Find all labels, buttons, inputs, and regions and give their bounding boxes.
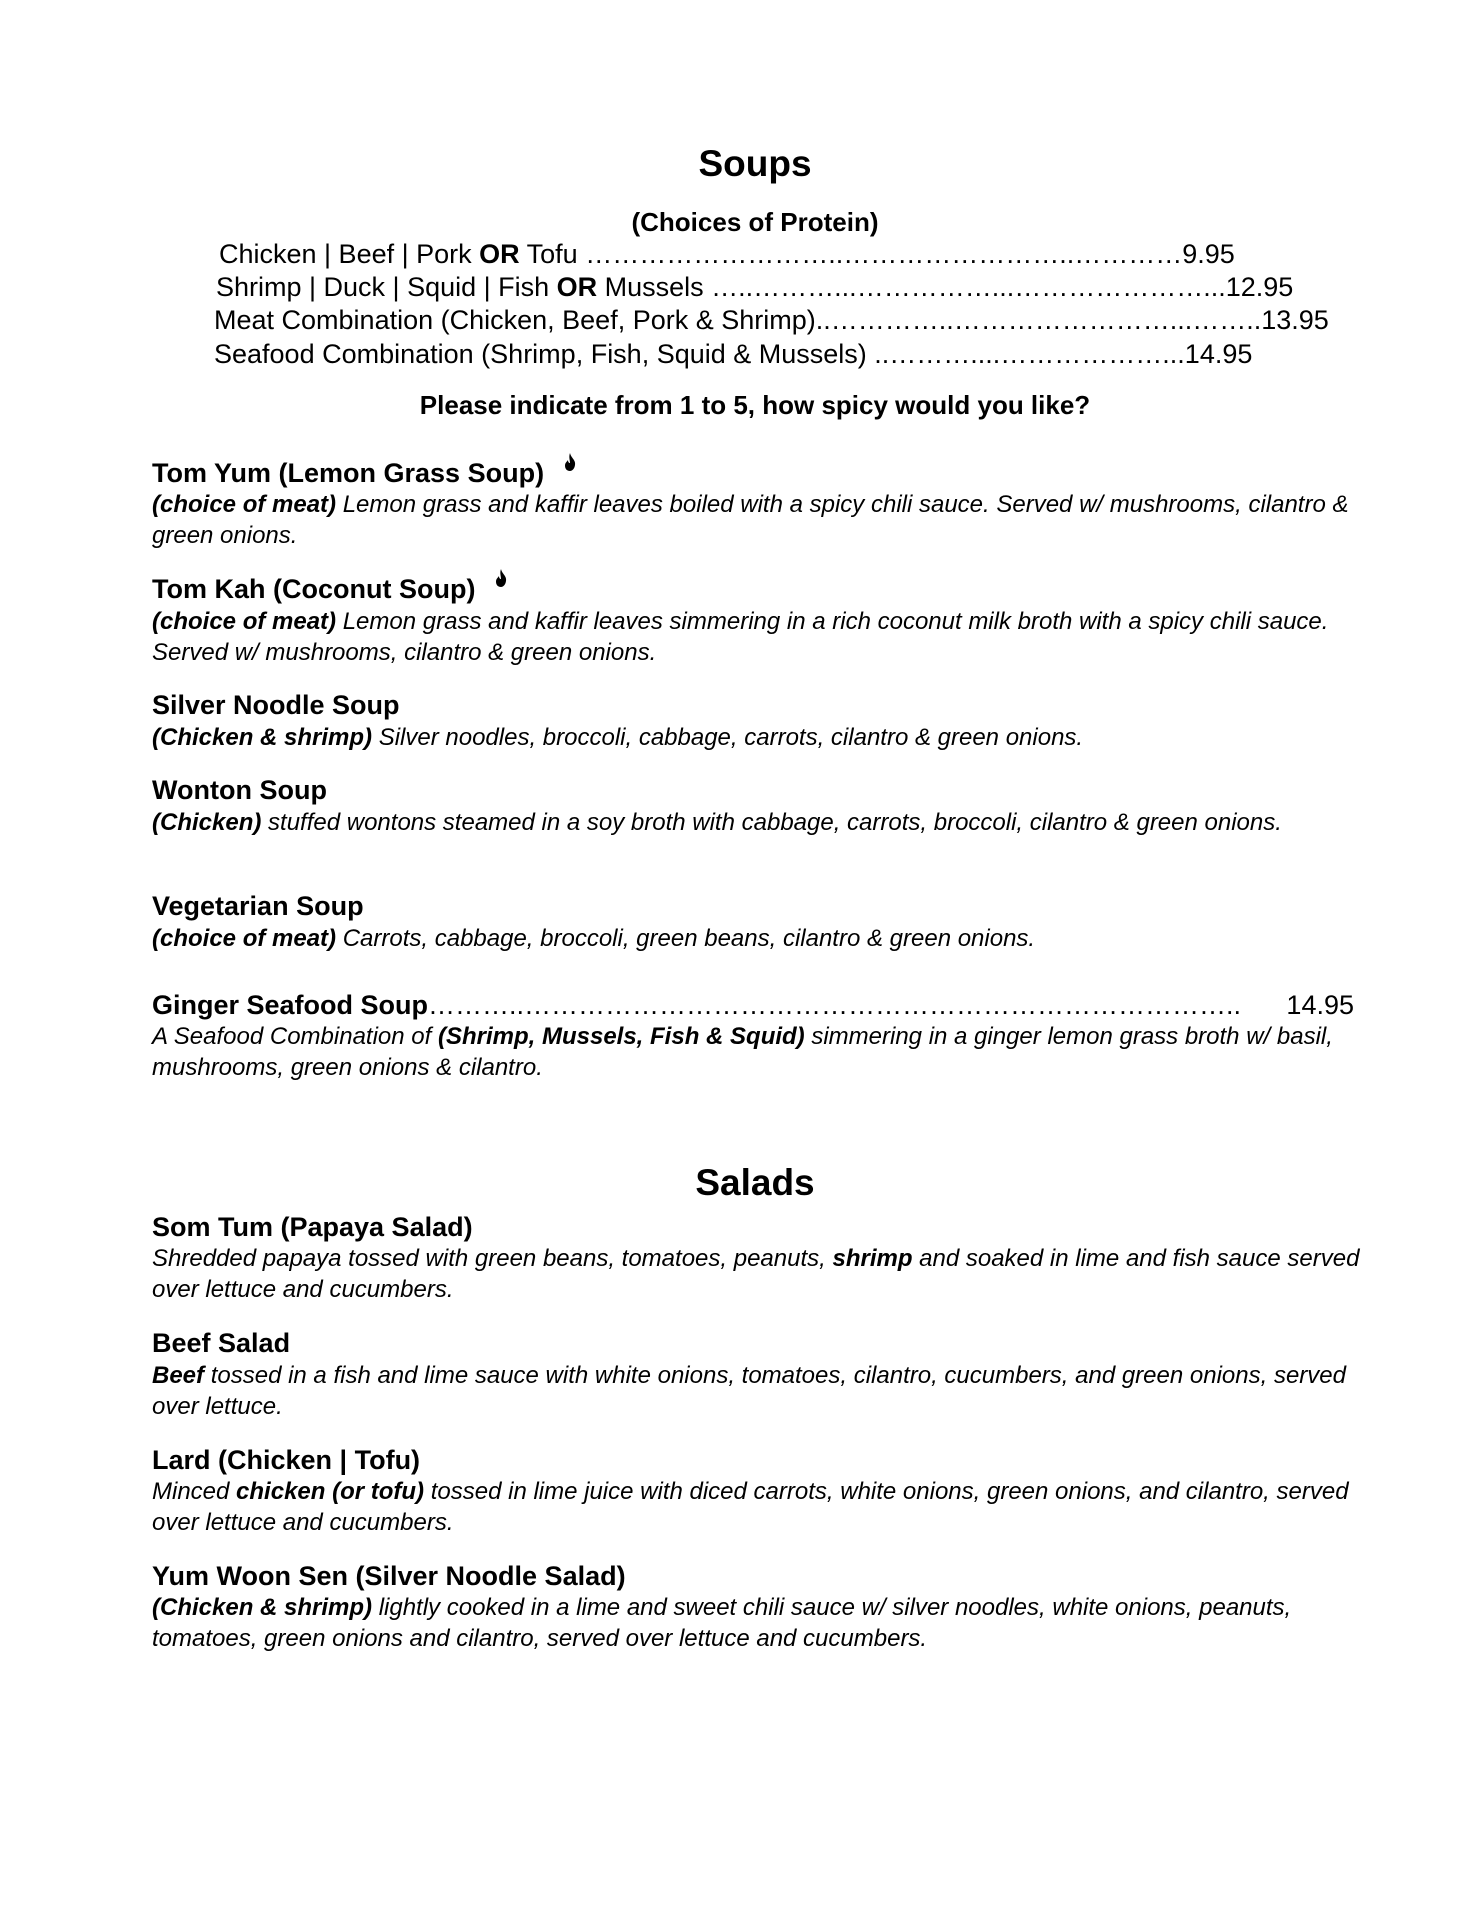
menu-item-name [152, 775, 327, 806]
desc-text: Lemon grass and kaffir leaves simmering in a rich coconut milk broth with a spicy chili sauce. Served w/ mushrooms, cilantro & green onions. [152, 608, 1329, 666]
price-line-text: Shrimp | Duck | Squid | Fish [216, 272, 557, 302]
desc-bold: (Chicken & shrimp) [152, 724, 373, 751]
menu-item-name [152, 1445, 420, 1476]
desc-bold: (Chicken) [152, 809, 262, 836]
desc-bold: shrimp [832, 1245, 913, 1272]
item-title: Silver Noodle Soup [152, 690, 400, 720]
item-title: Yum Woon Sen (Silver Noodle Salad) [152, 1561, 626, 1591]
menu-item-description [152, 1021, 1377, 1083]
desc-bold: Beef [152, 1362, 205, 1389]
spicy-note: Please indicate from 1 to 5, how spicy would you like? [419, 390, 1091, 420]
price-line-bold: OR [556, 272, 598, 302]
item-title: Wonton Soup [152, 775, 327, 805]
flame-icon [562, 452, 578, 472]
price-line-text: Seafood Combination (Shrimp, Fish, Squid & Mussels) ..………....………………...14.95 [214, 339, 1253, 369]
desc-text: Carrots, cabbage, broccoli, green beans, cilantro & green onions. [336, 925, 1036, 952]
menu-item-description [152, 606, 1377, 668]
protein-price-line [219, 238, 1235, 271]
protein-heading: (Choices of Protein) [631, 207, 879, 237]
menu-item-name [152, 690, 400, 721]
menu-item-description [152, 1360, 1377, 1422]
desc-bold: (Chicken & shrimp) [152, 1594, 373, 1621]
menu-item-name [152, 574, 509, 605]
desc-bold: (choice of meat) [152, 925, 337, 952]
item-title: Beef Salad [152, 1328, 291, 1358]
item-title: Tom Kah (Coconut Soup) [152, 574, 476, 604]
salads-title: Salads [695, 1162, 815, 1203]
ginger-soup-price-line [152, 990, 1354, 1021]
desc-text: stuffed wontons steamed in a soy broth with cabbage, carrots, broccoli, cilantro & green onions. [261, 809, 1282, 836]
desc-text: Lemon grass and kaffir leaves boiled with a spicy chili sauce. Served w/ mushrooms, cilantro & green onions. [152, 491, 1349, 549]
desc-text: tossed in a fish and lime sauce with white onions, tomatoes, cilantro, cucumbers, and green onions, served over lettuce. [152, 1362, 1346, 1420]
protein-price-line [214, 304, 1329, 337]
item-price: 14.95 [1286, 990, 1354, 1020]
menu-item-name [152, 458, 578, 489]
menu-item-name [152, 1328, 290, 1359]
desc-text: simmering in a ginger lemon grass broth w/ basil, mushrooms, green onions & cilantro. [152, 1023, 1333, 1081]
item-title: Vegetarian Soup [152, 891, 364, 921]
price-line-bold: OR [479, 239, 520, 269]
price-line-text: Chicken | Beef | Pork [219, 239, 480, 269]
desc-text: lightly cooked in a lime and sweet chili sauce w/ silver noodles, white onions, peanuts, tomatoes, green onions and cilantro, served over lettuce and cucumbers. [152, 1594, 1292, 1652]
flame-icon [493, 568, 509, 588]
leader-dots: ………..…………………………………………………………………….. [428, 990, 1242, 1020]
menu-item-description [152, 1476, 1377, 1538]
menu-item-description [152, 722, 1377, 753]
protein-price-line [214, 338, 1252, 371]
item-title: Tom Yum (Lemon Grass Soup) [152, 458, 545, 488]
menu-item-description [152, 1592, 1377, 1654]
protein-price-line [216, 271, 1293, 304]
item-title: Lard (Chicken | Tofu) [152, 1445, 421, 1475]
menu-item-description [152, 489, 1377, 551]
desc-text: A Seafood Combination of [152, 1023, 438, 1050]
desc-text: Shredded papaya tossed with green beans, tomatoes, peanuts, [152, 1245, 833, 1272]
price-line-text: Mussels …..………...……………...…………………...12.95 [597, 272, 1294, 302]
menu-item-description [152, 807, 1377, 838]
soups-title: Soups [698, 143, 812, 184]
desc-bold: (Shrimp, Mussels, Fish & Squid) [437, 1023, 805, 1050]
desc-bold: (choice of meat) [152, 608, 337, 635]
desc-bold: (choice of meat) [152, 491, 337, 518]
desc-text: tossed in lime juice with diced carrots, white onions, green onions, and cilantro, served over lettuce and cucumbers. [152, 1478, 1349, 1536]
menu-item-name [152, 1561, 626, 1592]
desc-text: Silver noodles, broccoli, cabbage, carrots, cilantro & green onions. [372, 724, 1084, 751]
menu-item-name [152, 1212, 473, 1243]
item-title: Ginger Seafood Soup [152, 990, 429, 1020]
price-line-text: Tofu ………………………..……………………..…………9.95 [519, 239, 1235, 269]
menu-item-name [152, 891, 364, 922]
menu-item-description [152, 1243, 1377, 1305]
desc-text: Minced [152, 1478, 237, 1505]
desc-text: and soaked in lime and fish sauce served over lettuce and cucumbers. [152, 1245, 1360, 1303]
menu-item-description [152, 923, 1377, 954]
desc-bold: chicken (or tofu) [236, 1478, 425, 1505]
price-line-text: Meat Combination (Chicken, Beef, Pork & Shrimp)..…………..……………………...……..13.95 [214, 305, 1329, 335]
item-title: Som Tum (Papaya Salad) [152, 1212, 473, 1242]
